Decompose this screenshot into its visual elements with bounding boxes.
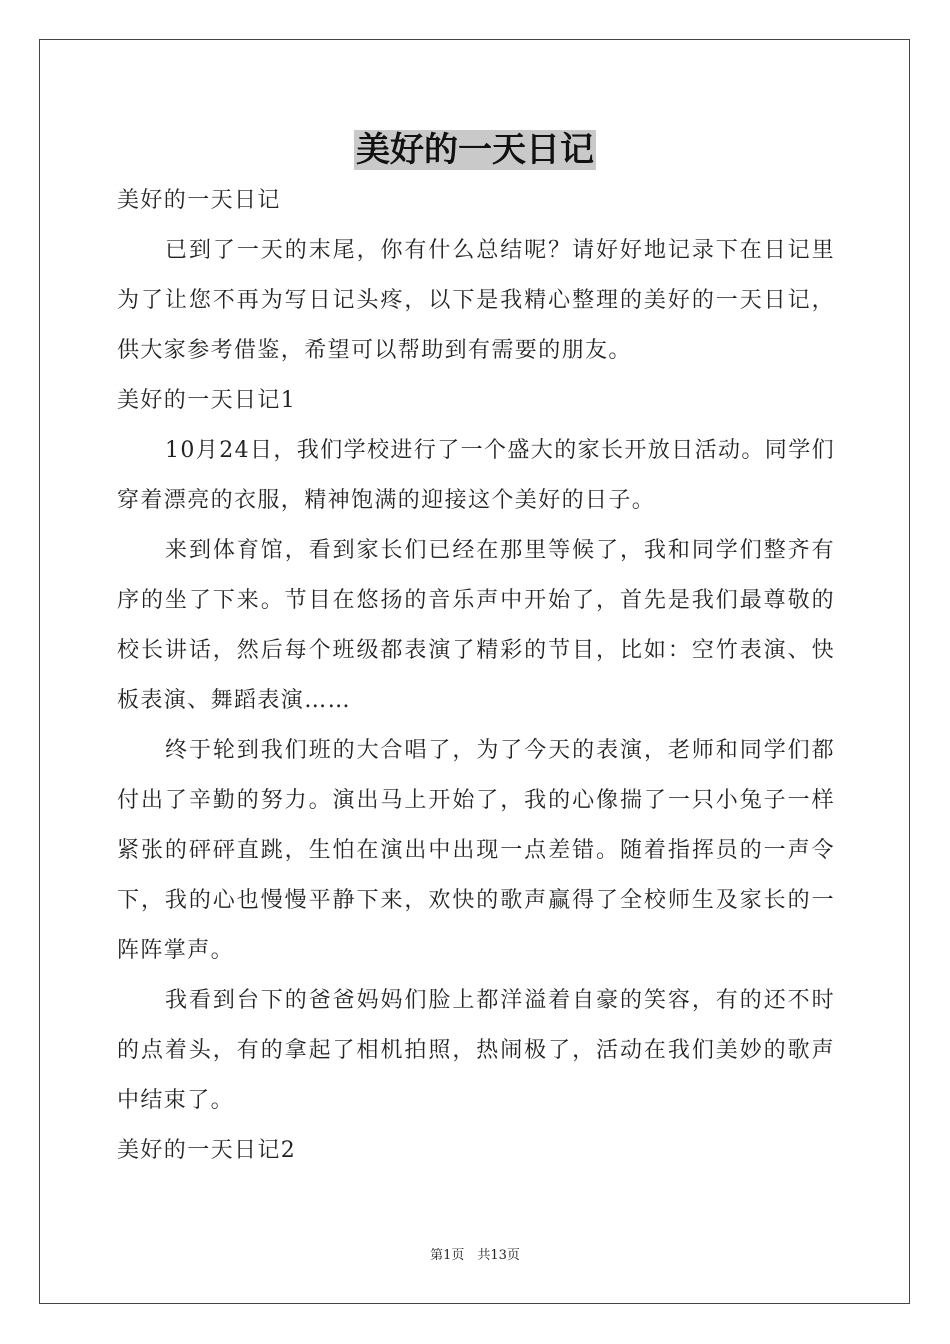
document-title-text: 美好的一天日记 xyxy=(356,130,594,170)
paragraph: 我看到台下的爸爸妈妈们脸上都洋溢着自豪的笑容，有的还不时的点着头，有的拿起了相机拍照，热闹极了，活动在我们美妙的歌声中结束了。 xyxy=(117,988,835,1113)
document-title xyxy=(0,124,950,176)
paragraph: 终于轮到我们班的大合唱了，为了今天的表演，老师和同学们都付出了辛勤的努力。演出马上开始了，我的心像揣了一只小兔子一样紧张的砰砰直跳，生怕在演出中出现一点差错。随着指挥员的一声令下，我的心也慢慢平静下来，欢快的歌声赢得了全校师生及家长的一阵阵掌声。 xyxy=(117,738,835,963)
page-footer xyxy=(0,1244,950,1263)
document-body xyxy=(117,176,835,1176)
section-heading: 美好的一天日记 xyxy=(117,188,281,213)
paragraph: 已到了一天的末尾，你有什么总结呢？请好好地记录下在日记里为了让您不再为写日记头疼，以下是我精心整理的美好的一天日记，供大家参考借鉴，希望可以帮助到有需要的朋友。 xyxy=(117,238,835,363)
paragraph: 10月24日，我们学校进行了一个盛大的家长开放日活动。同学们穿着漂亮的衣服，精神饱满的迎接这个美好的日子。 xyxy=(117,438,835,513)
paragraph: 来到体育馆，看到家长们已经在那里等候了，我和同学们整齐有序的坐了下来。节目在悠扬的音乐声中开始了，首先是我们最尊敬的校长讲话，然后每个班级都表演了精彩的节目，比如：空竹表演、快板表演、舞蹈表演…… xyxy=(117,538,835,713)
section-heading: 美好的一天日记1 xyxy=(117,388,297,413)
page-number: 第1页 共13页 xyxy=(430,1248,520,1263)
section-heading: 美好的一天日记2 xyxy=(117,1138,297,1163)
